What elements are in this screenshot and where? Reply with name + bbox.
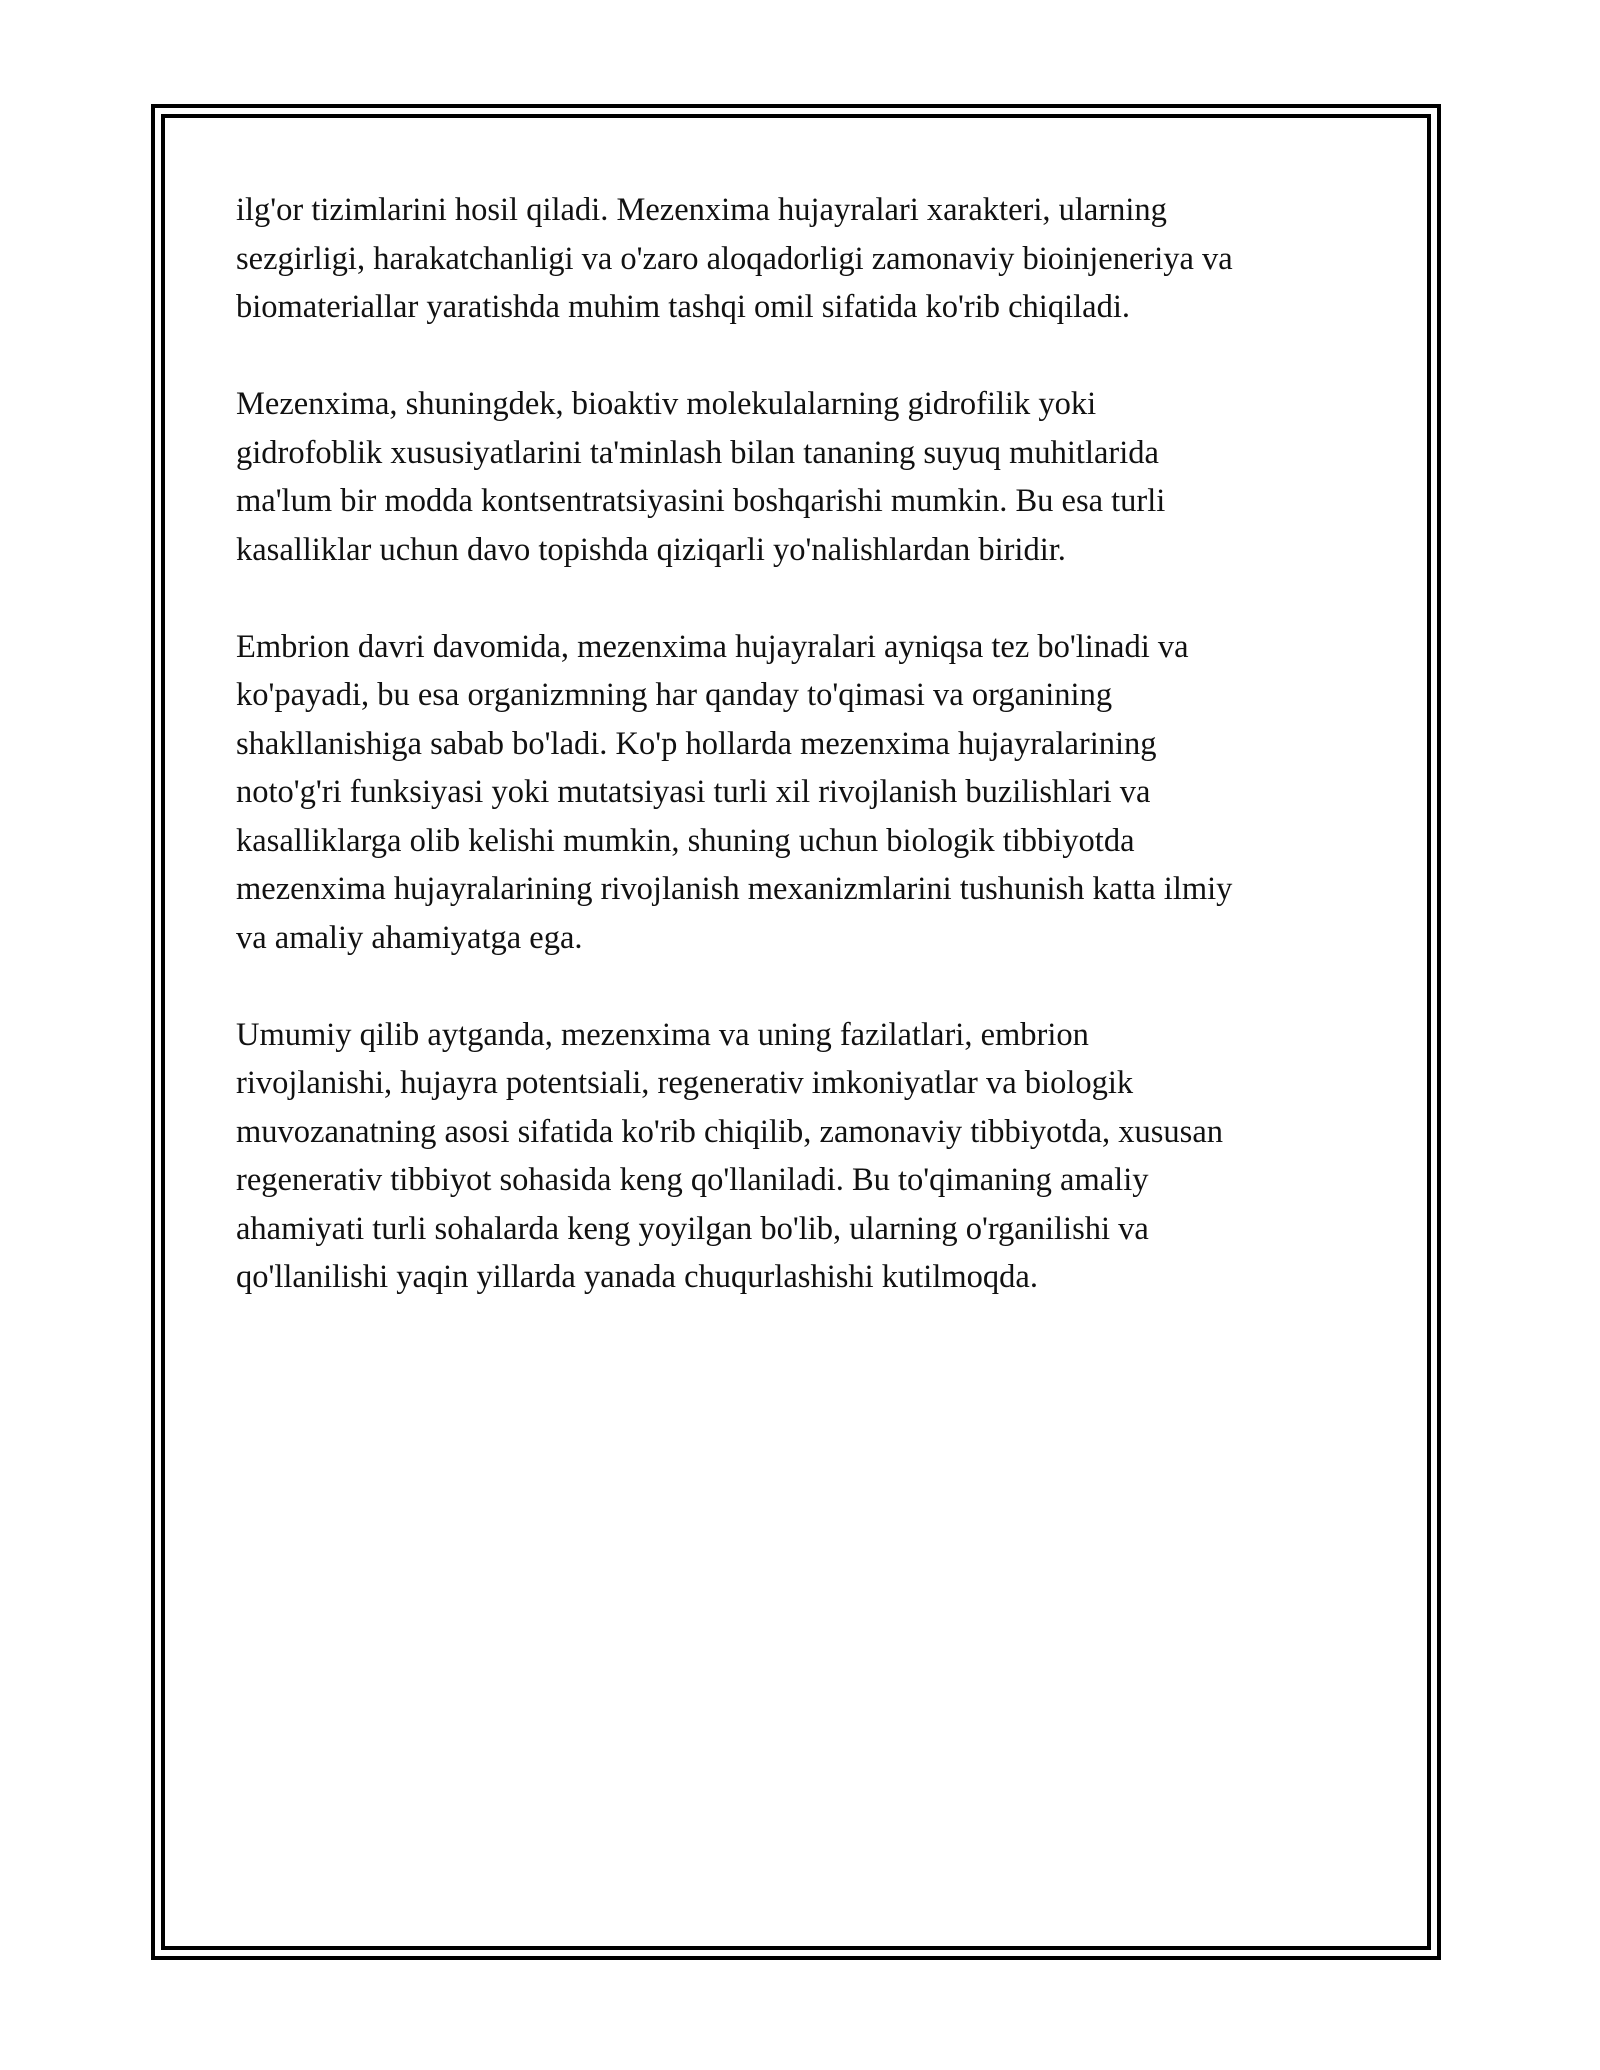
paragraph-2 <box>236 380 1376 574</box>
text-line: Umumiy qilib aytganda, mezenxima va uning fazilatlari, embrion <box>236 1016 1089 1053</box>
text-line: regenerativ tibbiyot sohasida keng qo'llaniladi. Bu to'qimaning amaliy <box>236 1162 1149 1198</box>
text-line: rivojlanishi, hujayra potentsiali, regenerativ imkoniyatlar va biologik <box>236 1065 1134 1101</box>
paragraph-4 <box>236 1011 1376 1302</box>
paragraph-1 <box>236 186 1376 332</box>
text-line: kasalliklarga olib kelishi mumkin, shuning uchun biologik tibbiyotda <box>236 822 1135 859</box>
text-line: sezgirligi, harakatchanligi va o'zaro aloqadorligi zamonaviy bioinjeneriya va <box>236 240 1233 277</box>
document-body <box>236 186 1376 1350</box>
text-line: Mezenxima, shuningdek, bioaktiv molekulalarning gidrofilik yoki <box>236 386 1097 422</box>
text-line: kasalliklar uchun davo topishda qiziqarli yo'nalishlardan biridir. <box>236 531 1066 568</box>
text-line: ilg'or tizimlarini hosil qiladi. Mezenxima hujayralari xarakteri, ularning <box>236 192 1167 228</box>
text-line: ahamiyati turli sohalarda keng yoyilgan bo'lib, ularning o'rganilishi va <box>236 1210 1149 1247</box>
paragraph-3 <box>236 623 1376 963</box>
text-line: muvozanatning asosi sifatida ko'rib chiqilib, zamonaviy tibbiyotda, xususan <box>236 1113 1223 1150</box>
text-line: mezenxima hujayralarining rivojlanish mexanizmlarini tushunish katta ilmiy <box>236 871 1233 907</box>
text-line: gidrofoblik xususiyatlarini ta'minlash bilan tananing suyuq muhitlarida <box>236 434 1159 471</box>
text-line: ko'payadi, bu esa organizmning har qanday to'qimasi va organining <box>236 677 1113 713</box>
text-line: ma'lum bir modda kontsentratsiyasini boshqarishi mumkin. Bu esa turli <box>236 483 1166 519</box>
text-line: shakllanishiga sabab bo'ladi. Ko'p hollarda mezenxima hujayralarining <box>236 725 1157 762</box>
text-line: noto'g'ri funksiyasi yoki mutatsiyasi turli xil rivojlanish buzilishlari va <box>236 774 1151 810</box>
text-line: Embrion davri davomida, mezenxima hujayralari ayniqsa tez bo'linadi va <box>236 628 1189 665</box>
text-line: qo'llanilishi yaqin yillarda yanada chuqurlashishi kutilmoqda. <box>236 1259 1038 1295</box>
text-line: biomateriallar yaratishda muhim tashqi omil sifatida ko'rib chiqiladi. <box>236 289 1130 325</box>
text-line: va amaliy ahamiyatga ega. <box>236 919 583 956</box>
